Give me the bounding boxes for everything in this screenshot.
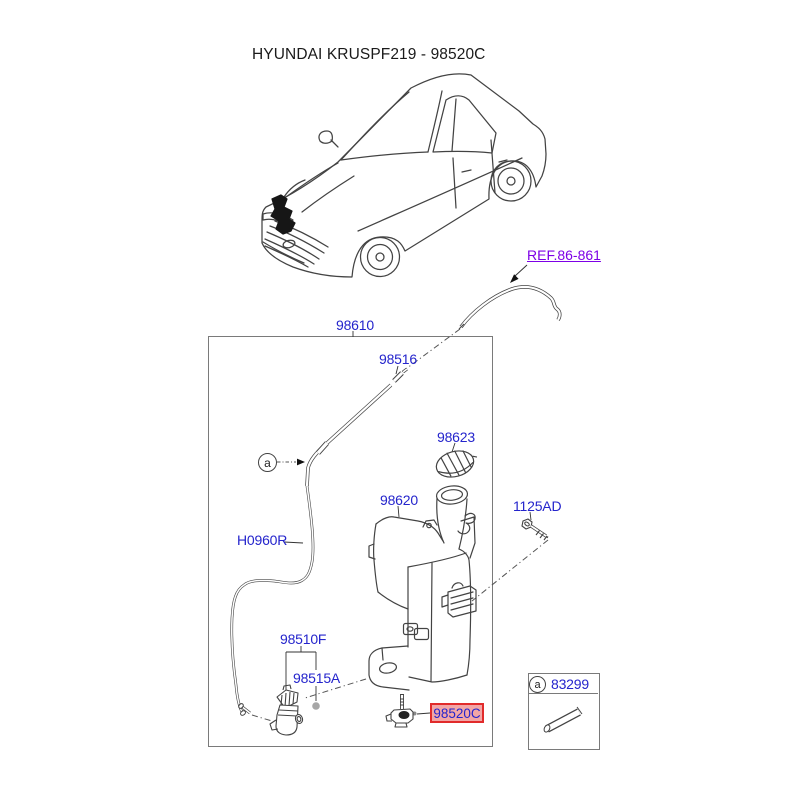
- part-label-reservoir[interactable]: 98620: [380, 492, 418, 508]
- part-label-hose[interactable]: H0960R: [237, 532, 288, 548]
- part-label-screw[interactable]: 1125AD: [513, 498, 562, 514]
- page-title: HYUNDAI KRUSPF219 - 98520C: [252, 46, 486, 63]
- marker-a-inset: a: [529, 676, 546, 693]
- front-wheel: [361, 238, 400, 277]
- ref-hose: [459, 265, 560, 329]
- vehicle-illustration: [262, 74, 546, 277]
- part-label-hose-assembly[interactable]: 98610: [336, 317, 374, 333]
- part-label-inset[interactable]: 83299: [551, 676, 589, 692]
- ref-arrow: [510, 274, 519, 283]
- rear-wheel: [491, 161, 531, 201]
- part-label-cap[interactable]: 98623: [437, 429, 475, 445]
- part-label-grommet[interactable]: 98515A: [293, 670, 341, 686]
- part-label-connector[interactable]: 98516: [379, 351, 417, 367]
- part-label-motor-pump[interactable]: 98510F: [280, 631, 327, 647]
- ref-link[interactable]: REF.86-861: [527, 247, 601, 263]
- reservoir-location-highlight: [271, 195, 295, 234]
- mounting-bolt: [522, 519, 548, 540]
- highlighted-part-label[interactable]: 98520C: [430, 703, 484, 723]
- marker-a-main: a: [258, 453, 277, 472]
